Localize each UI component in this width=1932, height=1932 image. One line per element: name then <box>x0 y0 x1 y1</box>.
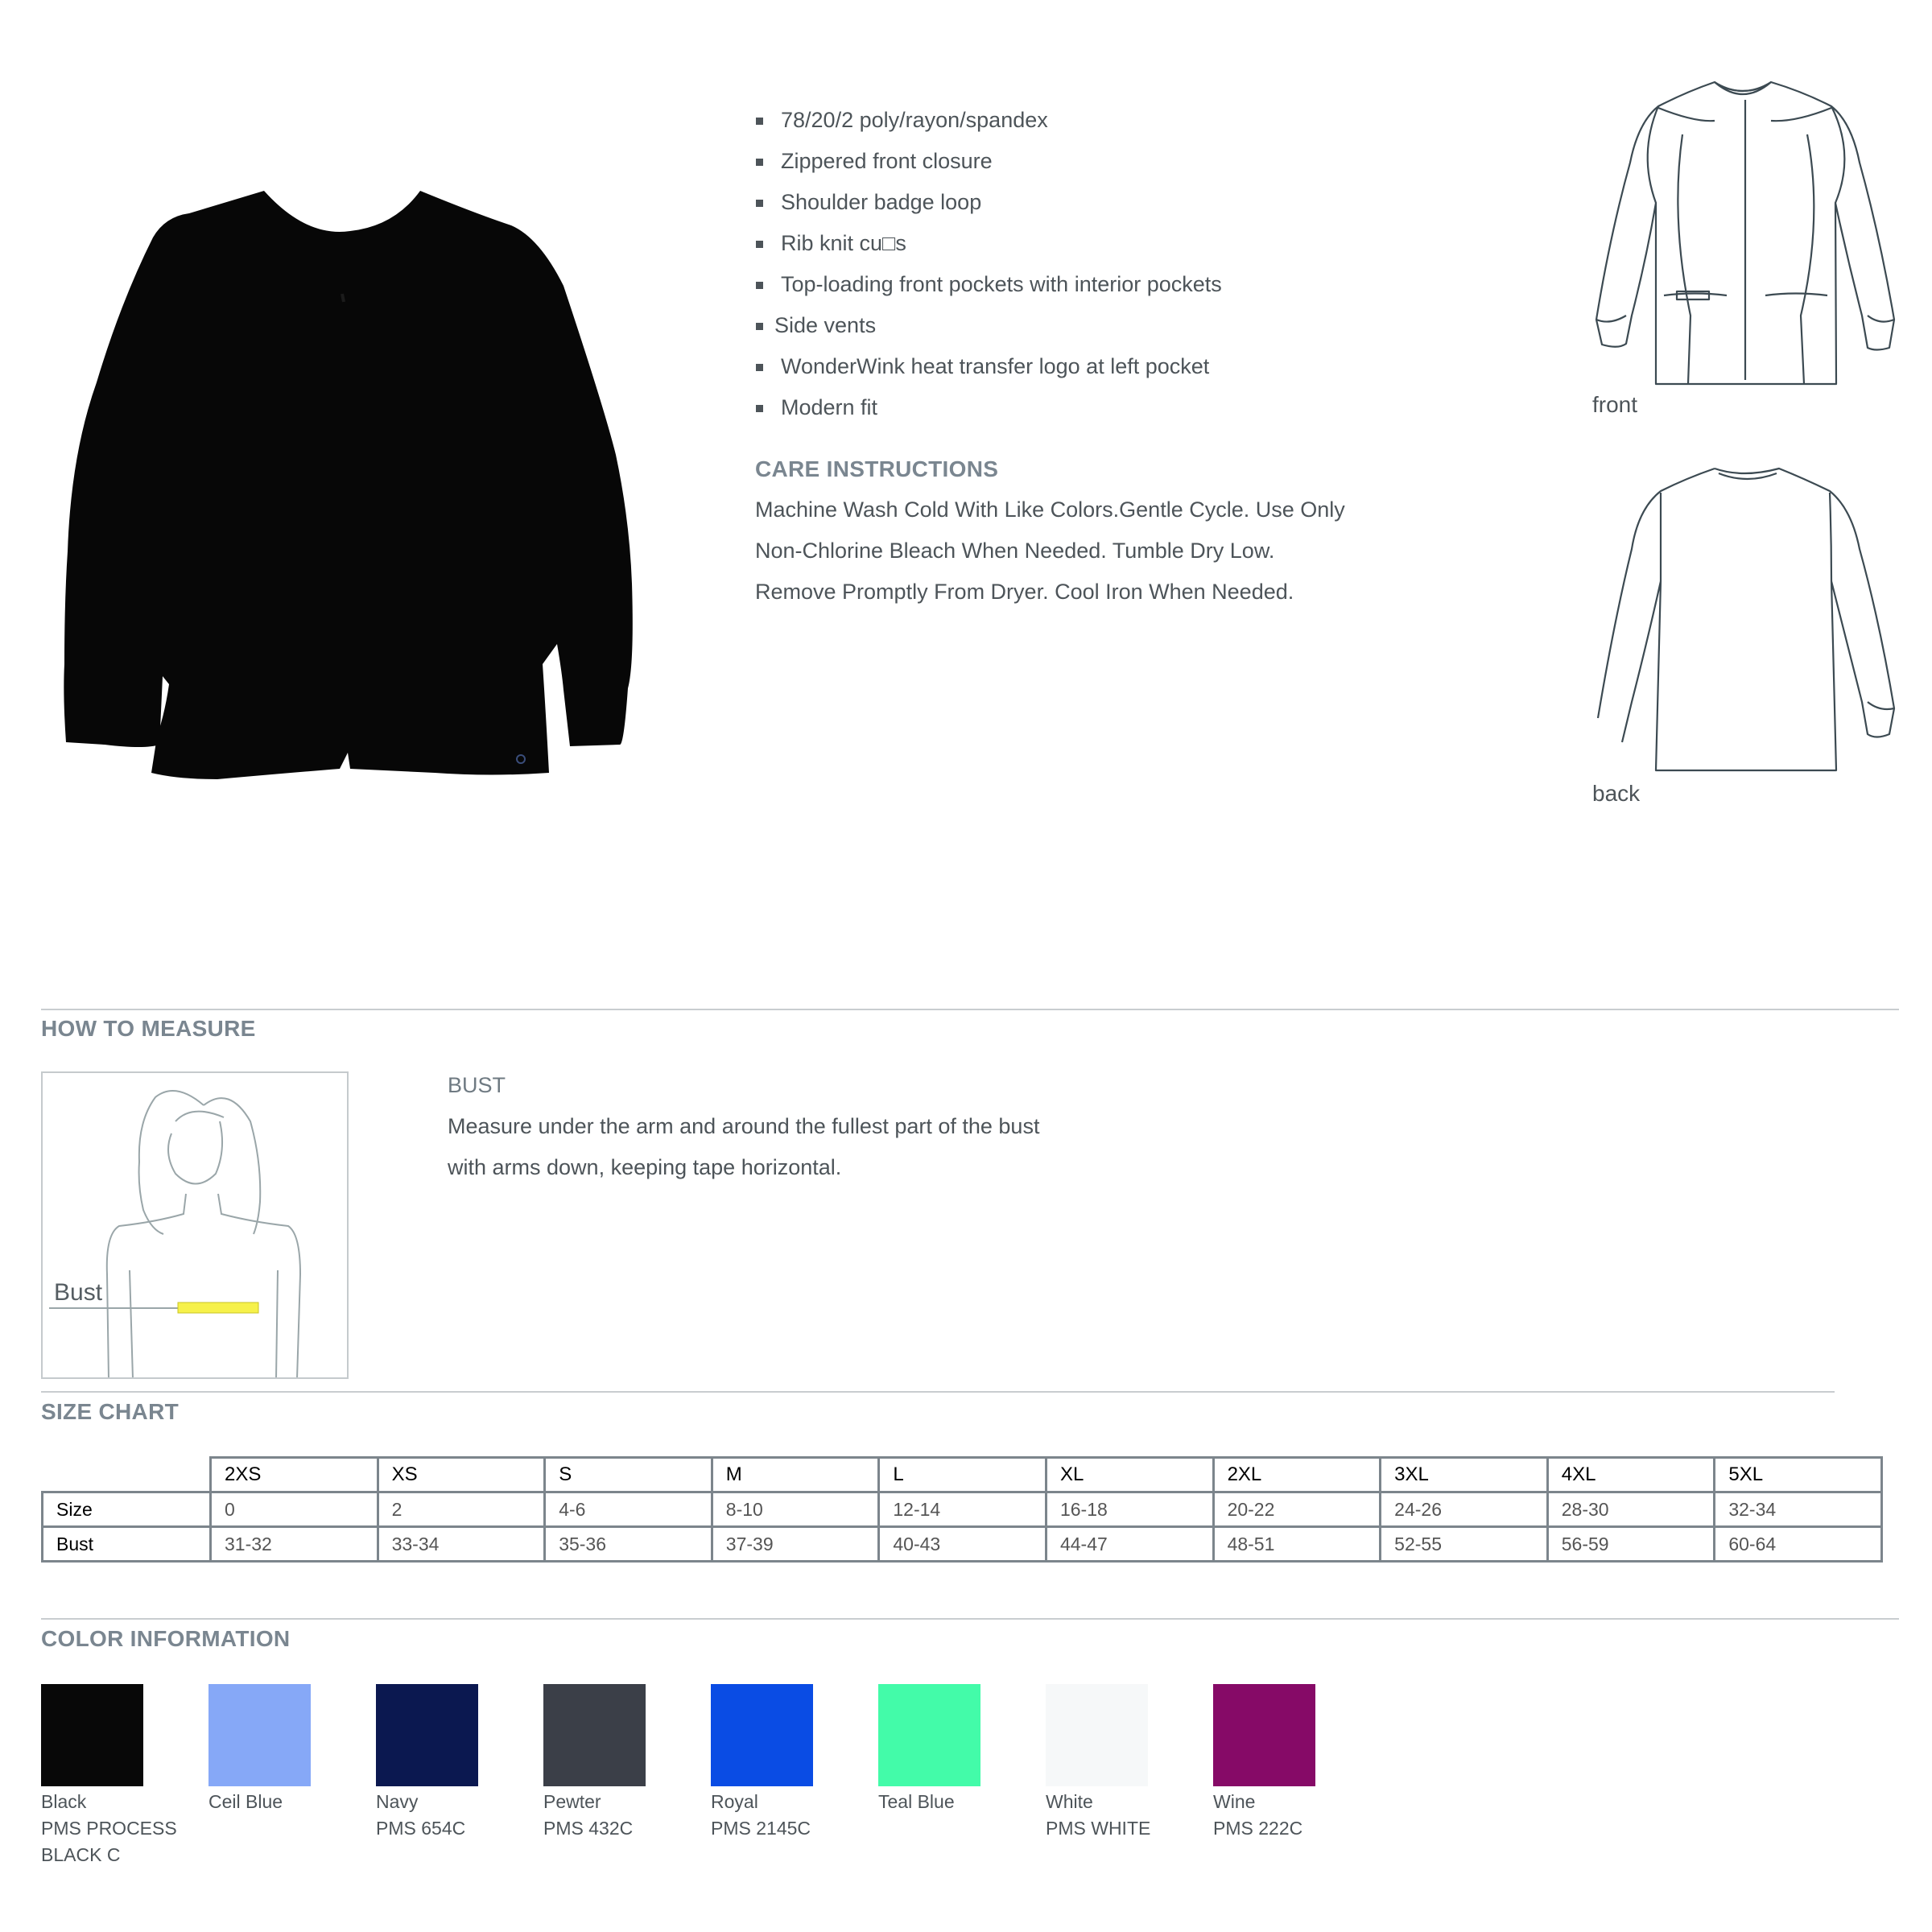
swatch-pms: PMS 432C <box>543 1818 634 1839</box>
table-cell: 2 <box>378 1492 545 1527</box>
size-column-header: S <box>545 1458 712 1492</box>
size-column-header: 3XL <box>1381 1458 1548 1492</box>
feature-item: Shoulder badge loop <box>745 185 1222 226</box>
color-information-title: COLOR INFORMATION <box>41 1626 291 1651</box>
size-column-header: 5XL <box>1715 1458 1882 1492</box>
swatch-pms: PMS PROCESS <box>41 1818 177 1839</box>
color-swatch-black <box>41 1684 143 1786</box>
table-cell: 0 <box>211 1492 378 1527</box>
color-swatch-wine <box>1213 1684 1315 1786</box>
swatch-name: Navy <box>376 1791 419 1812</box>
size-column-header: 4XL <box>1547 1458 1715 1492</box>
swatch-name: Teal Blue <box>878 1791 955 1812</box>
bust-instruction-line: Measure under the arm and around the fullest part of the bust <box>448 1114 1040 1138</box>
row-label: Bust <box>43 1527 211 1562</box>
care-line: Machine Wash Cold With Like Colors.Gentle Cycle. Use Only <box>755 497 1345 522</box>
bust-figure-label: Bust <box>54 1279 103 1306</box>
section-divider <box>41 1618 1899 1620</box>
care-line: Non-Chlorine Bleach When Needed. Tumble Dry Low. <box>755 539 1275 563</box>
care-line: Remove Promptly From Dryer. Cool Iron When Needed. <box>755 580 1294 604</box>
color-swatch-navy <box>376 1684 478 1786</box>
size-column-header: 2XL <box>1213 1458 1381 1492</box>
section-divider <box>41 1391 1835 1393</box>
back-sketch <box>1590 460 1900 778</box>
swatch-pms: PMS 222C <box>1213 1818 1303 1839</box>
size-column-header: L <box>879 1458 1046 1492</box>
table-row <box>43 1527 1882 1562</box>
row-label: Size <box>43 1492 211 1527</box>
size-column-header: M <box>712 1458 879 1492</box>
color-swatch-ceil-blue <box>208 1684 311 1786</box>
feature-item: Top-loading front pockets with interior pockets <box>745 267 1222 308</box>
table-cell: 56-59 <box>1547 1527 1715 1562</box>
color-swatch-white <box>1046 1684 1148 1786</box>
bust-heading: BUST <box>448 1073 506 1097</box>
size-column-header: XL <box>1046 1458 1213 1492</box>
table-cell: 35-36 <box>545 1527 712 1562</box>
size-column-header: 2XS <box>211 1458 378 1492</box>
section-divider <box>41 1009 1899 1010</box>
table-cell: 48-51 <box>1213 1527 1381 1562</box>
swatch-pms: PMS WHITE <box>1046 1818 1151 1839</box>
color-swatch-teal-blue <box>878 1684 980 1786</box>
swatch-pms: BLACK C <box>41 1844 121 1865</box>
feature-list <box>745 103 1222 431</box>
table-row <box>43 1492 1882 1527</box>
table-cell: 37-39 <box>712 1527 879 1562</box>
feature-item: Zippered front closure <box>745 144 1222 185</box>
swatch-name: Wine <box>1213 1791 1256 1812</box>
feature-item: WonderWink heat transfer logo at left pocket <box>745 349 1222 390</box>
color-swatch-royal <box>711 1684 813 1786</box>
front-sketch <box>1590 74 1900 388</box>
swatch-label <box>376 1789 465 1842</box>
table-cell: 12-14 <box>879 1492 1046 1527</box>
size-chart-title: SIZE CHART <box>41 1399 179 1424</box>
bust-instruction-line: with arms down, keeping tape horizontal. <box>448 1155 842 1179</box>
swatch-name: Royal <box>711 1791 758 1812</box>
table-cell: 44-47 <box>1046 1527 1213 1562</box>
bust-instructions <box>448 1106 1039 1188</box>
swatch-name: Pewter <box>543 1791 601 1812</box>
back-sketch-label: back <box>1592 781 1641 806</box>
swatch-pms: PMS 2145C <box>711 1818 811 1839</box>
size-column-header: XS <box>378 1458 545 1492</box>
care-instructions-title: CARE INSTRUCTIONS <box>755 456 999 481</box>
table-cell: 32-34 <box>1715 1492 1882 1527</box>
swatch-label <box>878 1789 955 1815</box>
table-cell: 40-43 <box>879 1527 1046 1562</box>
table-cell: 28-30 <box>1547 1492 1715 1527</box>
table-cell: 8-10 <box>712 1492 879 1527</box>
table-cell: 16-18 <box>1046 1492 1213 1527</box>
table-cell: 31-32 <box>211 1527 378 1562</box>
feature-item: Side vents <box>745 308 1222 349</box>
swatch-label <box>41 1789 177 1868</box>
swatch-name: Ceil Blue <box>208 1791 283 1812</box>
care-instructions-text <box>755 489 1345 613</box>
size-chart-table <box>41 1456 1883 1563</box>
swatch-name: Black <box>41 1791 87 1812</box>
front-sketch-label: front <box>1592 392 1638 417</box>
swatch-name: White <box>1046 1791 1093 1812</box>
size-chart-header-row <box>43 1458 1882 1492</box>
table-cell: 52-55 <box>1381 1527 1548 1562</box>
table-cell: 4-6 <box>545 1492 712 1527</box>
table-cell: 20-22 <box>1213 1492 1381 1527</box>
swatch-label <box>711 1789 811 1842</box>
swatch-label <box>543 1789 633 1842</box>
table-cell: 24-26 <box>1381 1492 1548 1527</box>
bust-measure-figure <box>41 1071 349 1379</box>
swatch-pms: PMS 654C <box>376 1818 466 1839</box>
feature-item: Rib knit cu□s <box>745 226 1222 267</box>
feature-item: 78/20/2 poly/rayon/spandex <box>745 103 1222 144</box>
table-cell: 33-34 <box>378 1527 545 1562</box>
size-chart-corner <box>43 1458 211 1492</box>
feature-item: Modern fit <box>745 390 1222 431</box>
how-to-measure-title: HOW TO MEASURE <box>41 1016 256 1041</box>
product-photo-black-jacket <box>56 181 636 793</box>
table-cell: 60-64 <box>1715 1527 1882 1562</box>
swatch-label <box>208 1789 283 1815</box>
swatch-label <box>1046 1789 1150 1842</box>
color-swatch-pewter <box>543 1684 646 1786</box>
swatch-label <box>1213 1789 1302 1842</box>
